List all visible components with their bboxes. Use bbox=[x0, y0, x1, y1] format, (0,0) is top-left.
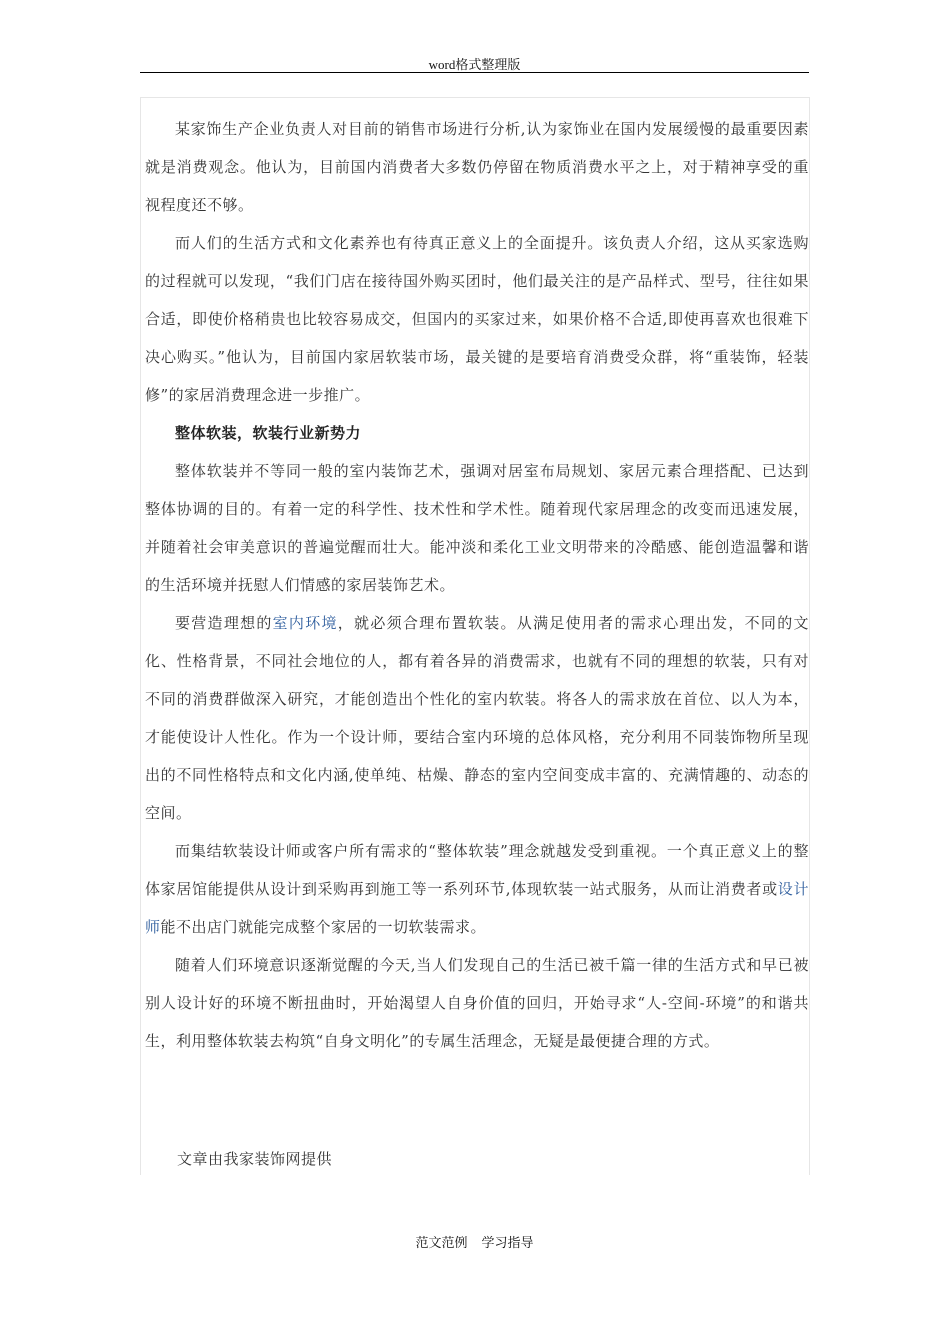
page-header: word格式整理版 bbox=[428, 57, 521, 72]
footer-left-text: 范文范例 bbox=[415, 1235, 468, 1250]
section-heading: 整体软装，软装行业新势力 bbox=[175, 424, 362, 442]
paragraph-interior-environment bbox=[145, 604, 809, 832]
header-divider bbox=[140, 72, 809, 73]
paragraph-soft-decoration: 整体软装并不等同一般的室内装饰艺术，强调对居室布局规划、家居元素合理搭配、已达到整体协调的目的。有着一定的科学性、技术性和学术性。随着现代家居理念的改变而迅速发展，并随着社会审美意识的普遍觉醒而壮大。能冲淡和柔化工业文明带来的冷酷感、能创造温馨和谐的生活环境并抚慰人们情感的家居装饰艺术。 bbox=[145, 462, 809, 594]
paragraph-lifestyle: 而人们的生活方式和文化素养也有待真正意义上的全面提升。该负责人介绍，这从买家选购的过程就可以发现，“我们门店在接待国外购买团时，他们最关注的是产品样式、型号，往往如果合适，即使价格稍贵也比较容易成交，但国内的买家过来，如果价格不合适,即使再喜欢也很难下决心购买。”他认为，目前国内家居软装市场，最关键的是要培育消费受众群，将“重装饰，轻装修”的家居消费理念进一步推广。 bbox=[145, 234, 809, 404]
paragraph-whole-home bbox=[145, 832, 809, 946]
page-footer bbox=[140, 1232, 809, 1251]
text-span: ，就必须合理布置软装。从满足使用者的需求心理出发，不同的文化、性格背景，不同社会地位的人，都有着各异的消费需求，也就有不同的理想的软装，只有对不同的消费群做深入研究，才能创造出个性化的室内软装。将各人的需求放在首位、以人为本，才能使设计人性化。作为一个设计师，要结合室内环境的总体风格，充分利用不同装饰物所呈现出的不同性格特点和文化内涵,使单纯、枯燥、静态的室内空间变成丰富的、充满情趣的、动态的空间。 bbox=[145, 614, 809, 822]
paragraph-market-analysis: 某家饰生产企业负责人对目前的销售市场进行分析,认为家饰业在国内发展缓慢的最重要因素就是消费观念。他认为，目前国内消费者大多数仍停留在物质消费水平之上，对于精神享受的重视程度还不够。 bbox=[145, 120, 809, 214]
interior-environment-link[interactable]: 室内环境 bbox=[272, 614, 338, 632]
text-span: 而集结软装设计师或客户所有需求的“整体软装”理念就越发受到重视。一个真正意义上的整体家居馆能提供从设计到采购再到施工等一系列环节,体现软装一站式服务，从而让消费者或 bbox=[145, 842, 809, 898]
text-span: 要营造理想的 bbox=[175, 614, 273, 632]
article-source: 文章由我家装饰网提供 bbox=[177, 1150, 333, 1168]
designer-link[interactable]: 设计师 bbox=[145, 880, 809, 936]
paragraph-environment-awareness: 随着人们环境意识逐渐觉醒的今天,当人们发现自己的生活已被千篇一律的生活方式和早已被别人设计好的环境不断扭曲时，开始渴望人自身价值的回归，开始寻求“人-空间-环境”的和谐共生，利用整体软装去构筑“自身文明化”的专属生活理念，无疑是最便捷合理的方式。 bbox=[145, 956, 809, 1050]
footer-right-text: 学习指导 bbox=[481, 1235, 534, 1250]
article-body bbox=[145, 110, 809, 1060]
text-span: 能不出店门就能完成整个家居的一切软装需求。 bbox=[160, 918, 487, 936]
